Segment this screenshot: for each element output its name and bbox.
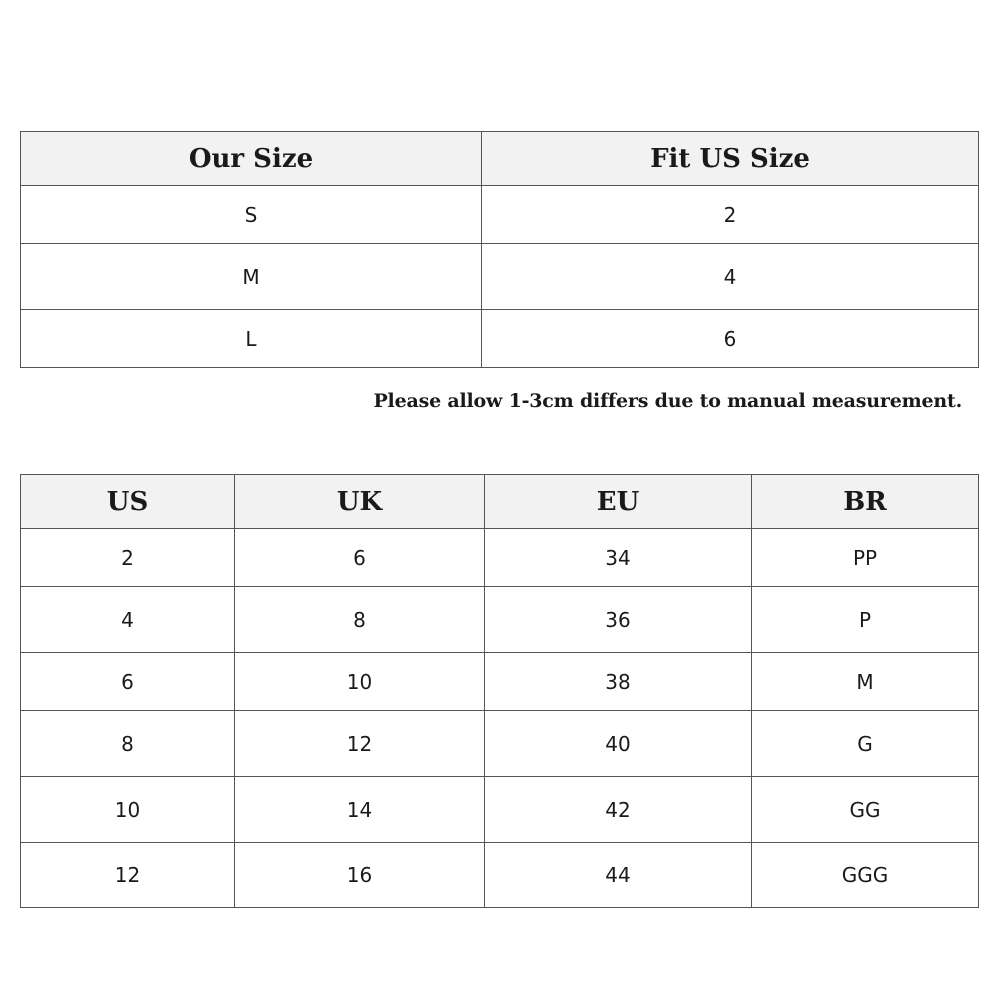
our-size-cell: M bbox=[21, 244, 482, 310]
header-eu: EU bbox=[485, 475, 752, 529]
header-uk: UK bbox=[235, 475, 485, 529]
br-cell: GGG bbox=[752, 843, 979, 908]
table-row bbox=[21, 711, 979, 777]
fit-us-size-cell: 6 bbox=[482, 310, 979, 368]
measurement-note: Please allow 1-3cm differs due to manual measurement. bbox=[373, 390, 962, 412]
br-cell: PP bbox=[752, 529, 979, 587]
header-our-size: Our Size bbox=[21, 132, 482, 186]
uk-cell: 14 bbox=[235, 777, 485, 843]
eu-cell: 38 bbox=[485, 653, 752, 711]
us-cell: 6 bbox=[21, 653, 235, 711]
eu-cell: 42 bbox=[485, 777, 752, 843]
table-row bbox=[21, 186, 979, 244]
fit-us-size-cell: 4 bbox=[482, 244, 979, 310]
uk-cell: 12 bbox=[235, 711, 485, 777]
table-row bbox=[21, 310, 979, 368]
table-header-row bbox=[21, 132, 979, 186]
our-size-cell: L bbox=[21, 310, 482, 368]
table-row bbox=[21, 529, 979, 587]
uk-cell: 10 bbox=[235, 653, 485, 711]
eu-cell: 34 bbox=[485, 529, 752, 587]
our-size-cell: S bbox=[21, 186, 482, 244]
header-fit-us-size: Fit US Size bbox=[482, 132, 979, 186]
uk-cell: 8 bbox=[235, 587, 485, 653]
table-row bbox=[21, 244, 979, 310]
uk-cell: 6 bbox=[235, 529, 485, 587]
br-cell: G bbox=[752, 711, 979, 777]
table-row bbox=[21, 653, 979, 711]
table-header-row bbox=[21, 475, 979, 529]
eu-cell: 40 bbox=[485, 711, 752, 777]
table-row bbox=[21, 843, 979, 908]
us-cell: 12 bbox=[21, 843, 235, 908]
us-cell: 10 bbox=[21, 777, 235, 843]
our-size-table bbox=[20, 131, 979, 368]
us-cell: 8 bbox=[21, 711, 235, 777]
uk-cell: 16 bbox=[235, 843, 485, 908]
eu-cell: 44 bbox=[485, 843, 752, 908]
header-br: BR bbox=[752, 475, 979, 529]
us-cell: 2 bbox=[21, 529, 235, 587]
fit-us-size-cell: 2 bbox=[482, 186, 979, 244]
size-conversion-table bbox=[20, 474, 979, 908]
us-cell: 4 bbox=[21, 587, 235, 653]
table-row bbox=[21, 777, 979, 843]
eu-cell: 36 bbox=[485, 587, 752, 653]
br-cell: P bbox=[752, 587, 979, 653]
header-us: US bbox=[21, 475, 235, 529]
br-cell: GG bbox=[752, 777, 979, 843]
br-cell: M bbox=[752, 653, 979, 711]
table-row bbox=[21, 587, 979, 653]
